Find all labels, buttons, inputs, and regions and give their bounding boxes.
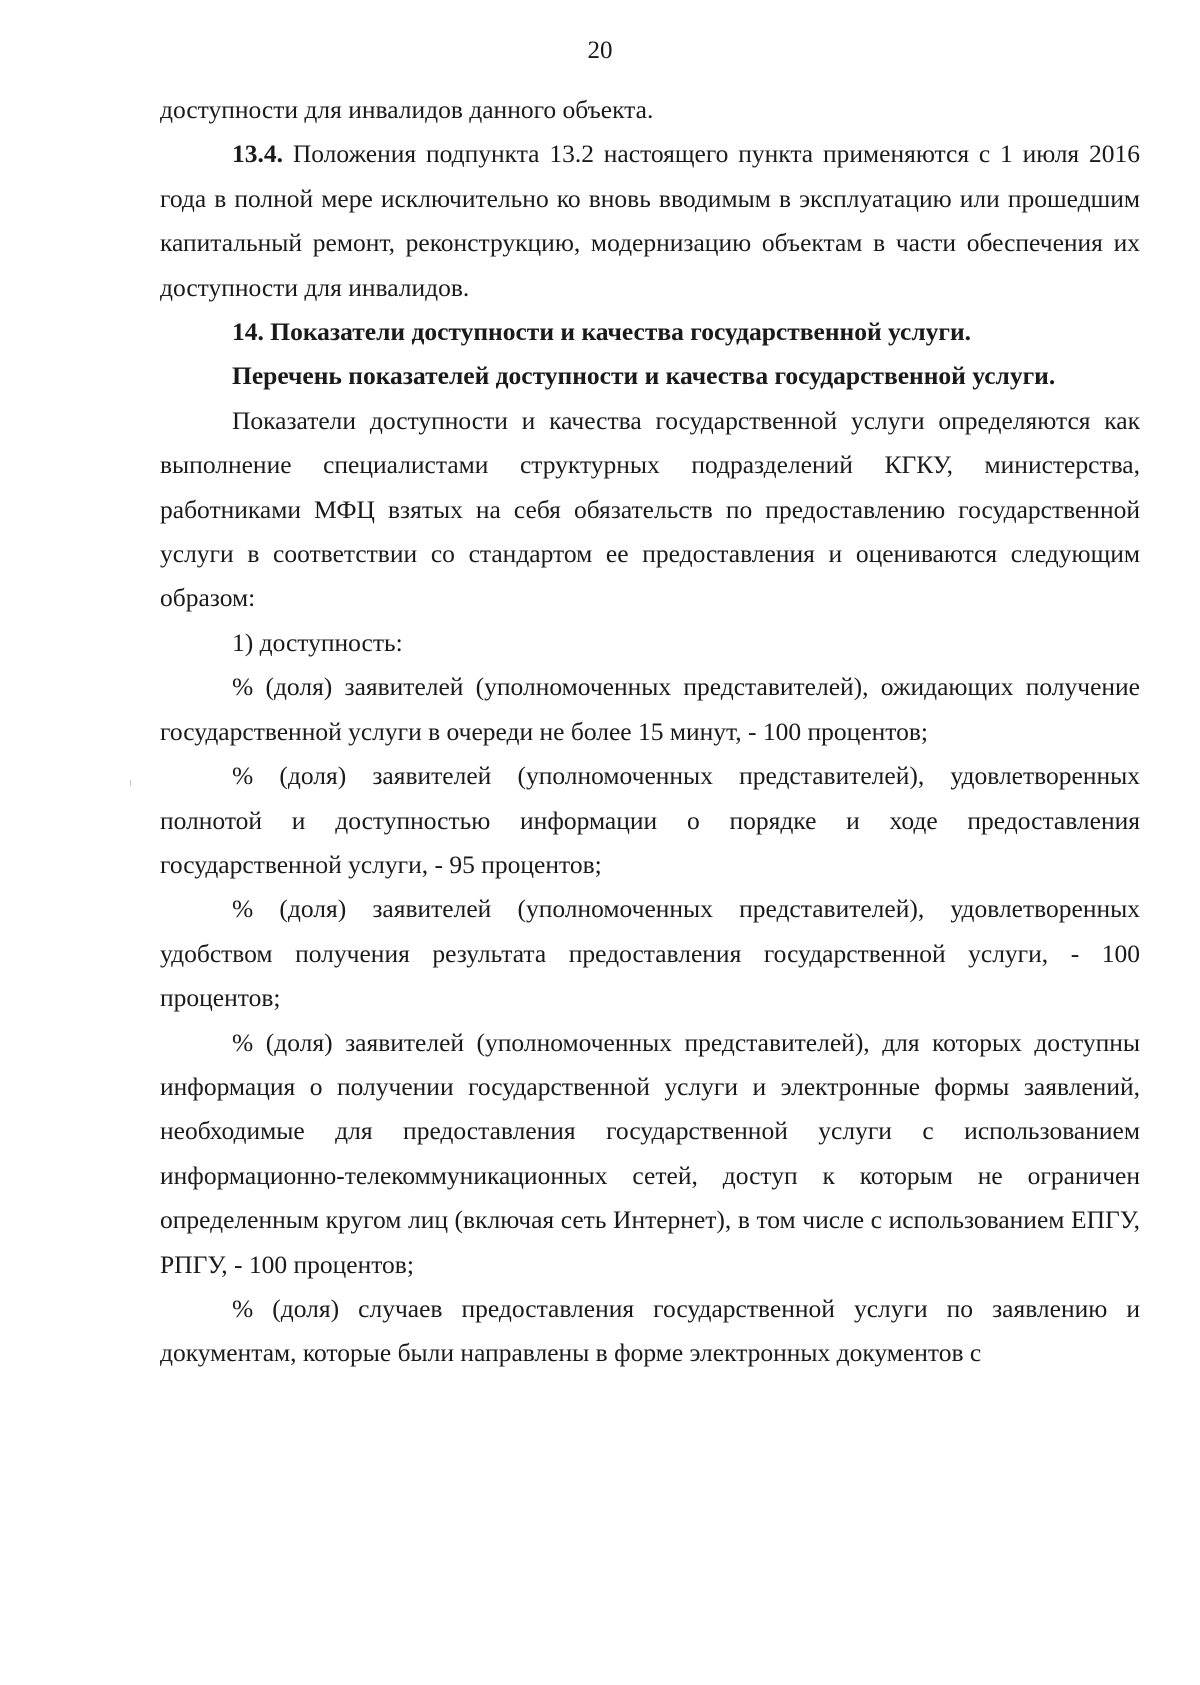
- section-heading-14: 14. Показатели доступности и качества государственной услуги.: [232, 317, 972, 347]
- indicator-information-satisfaction: % (доля) заявителей (уполномоченных представителей), удовлетворенных полнотой и доступностью информации о порядке и ходе предоставления государственной услуги, - 95 процентов;: [160, 761, 1140, 879]
- clause-number: 13.4.: [232, 139, 283, 169]
- scan-artifact: [130, 780, 131, 786]
- list-item-accessibility: 1) доступность:: [232, 627, 403, 657]
- paragraph-indicators-intro: Показатели доступности и качества государственной услуги определяются как выполнение специалистами структурных подразделений КГКУ, министерства, работниками МФЦ взятых на себя обязательств по предоставлению государственной услуги в соответствии со стандартом ее предоставления и оцениваются следующим образом:: [160, 405, 1140, 613]
- indicator-electronic-documents: % (доля) случаев предоставления государственной услуги по заявлению и документам, которые были направлены в форме электронных документов с: [160, 1293, 1140, 1368]
- indicator-queue-wait: % (доля) заявителей (уполномоченных представителей), ожидающих получение государственной услуги в очереди не более 15 минут, - 100 процентов;: [160, 672, 1140, 746]
- clause-text: Положения подпункта 13.2 настоящего пункта применяются с 1 июля 2016 года в полной мере исключительно ко вновь вводимым в эксплуатацию или прошедшим капитальный ремонт, реконструкцию, модернизацию объектам в части обеспечения их доступности для инвалидов.: [160, 139, 1140, 302]
- document-body: [160, 88, 1140, 1376]
- paragraph-continuation: доступности для инвалидов данного объекта.: [160, 95, 654, 124]
- indicator-online-availability: % (доля) заявителей (уполномоченных представителей), для которых доступны информация о получении государственной услуги и электронные формы заявлений, необходимые для предоставления государственной услуги с использованием информационно-телекоммуникационных сетей, доступ к которым не ограничен определенным кругом лиц (включая сеть Интернет), в том числе с использованием ЕПГУ, РПГУ, - 100 процентов;: [160, 1027, 1140, 1279]
- page-number: 20: [587, 37, 613, 64]
- subsection-heading: Перечень показателей доступности и качества государственной услуги.: [232, 361, 1056, 391]
- paragraph-13-4: [160, 132, 1140, 310]
- indicator-result-convenience: % (доля) заявителей (уполномоченных представителей), удовлетворенных удобством получения результата предоставления государственной услуги, - 100 процентов;: [160, 894, 1140, 1013]
